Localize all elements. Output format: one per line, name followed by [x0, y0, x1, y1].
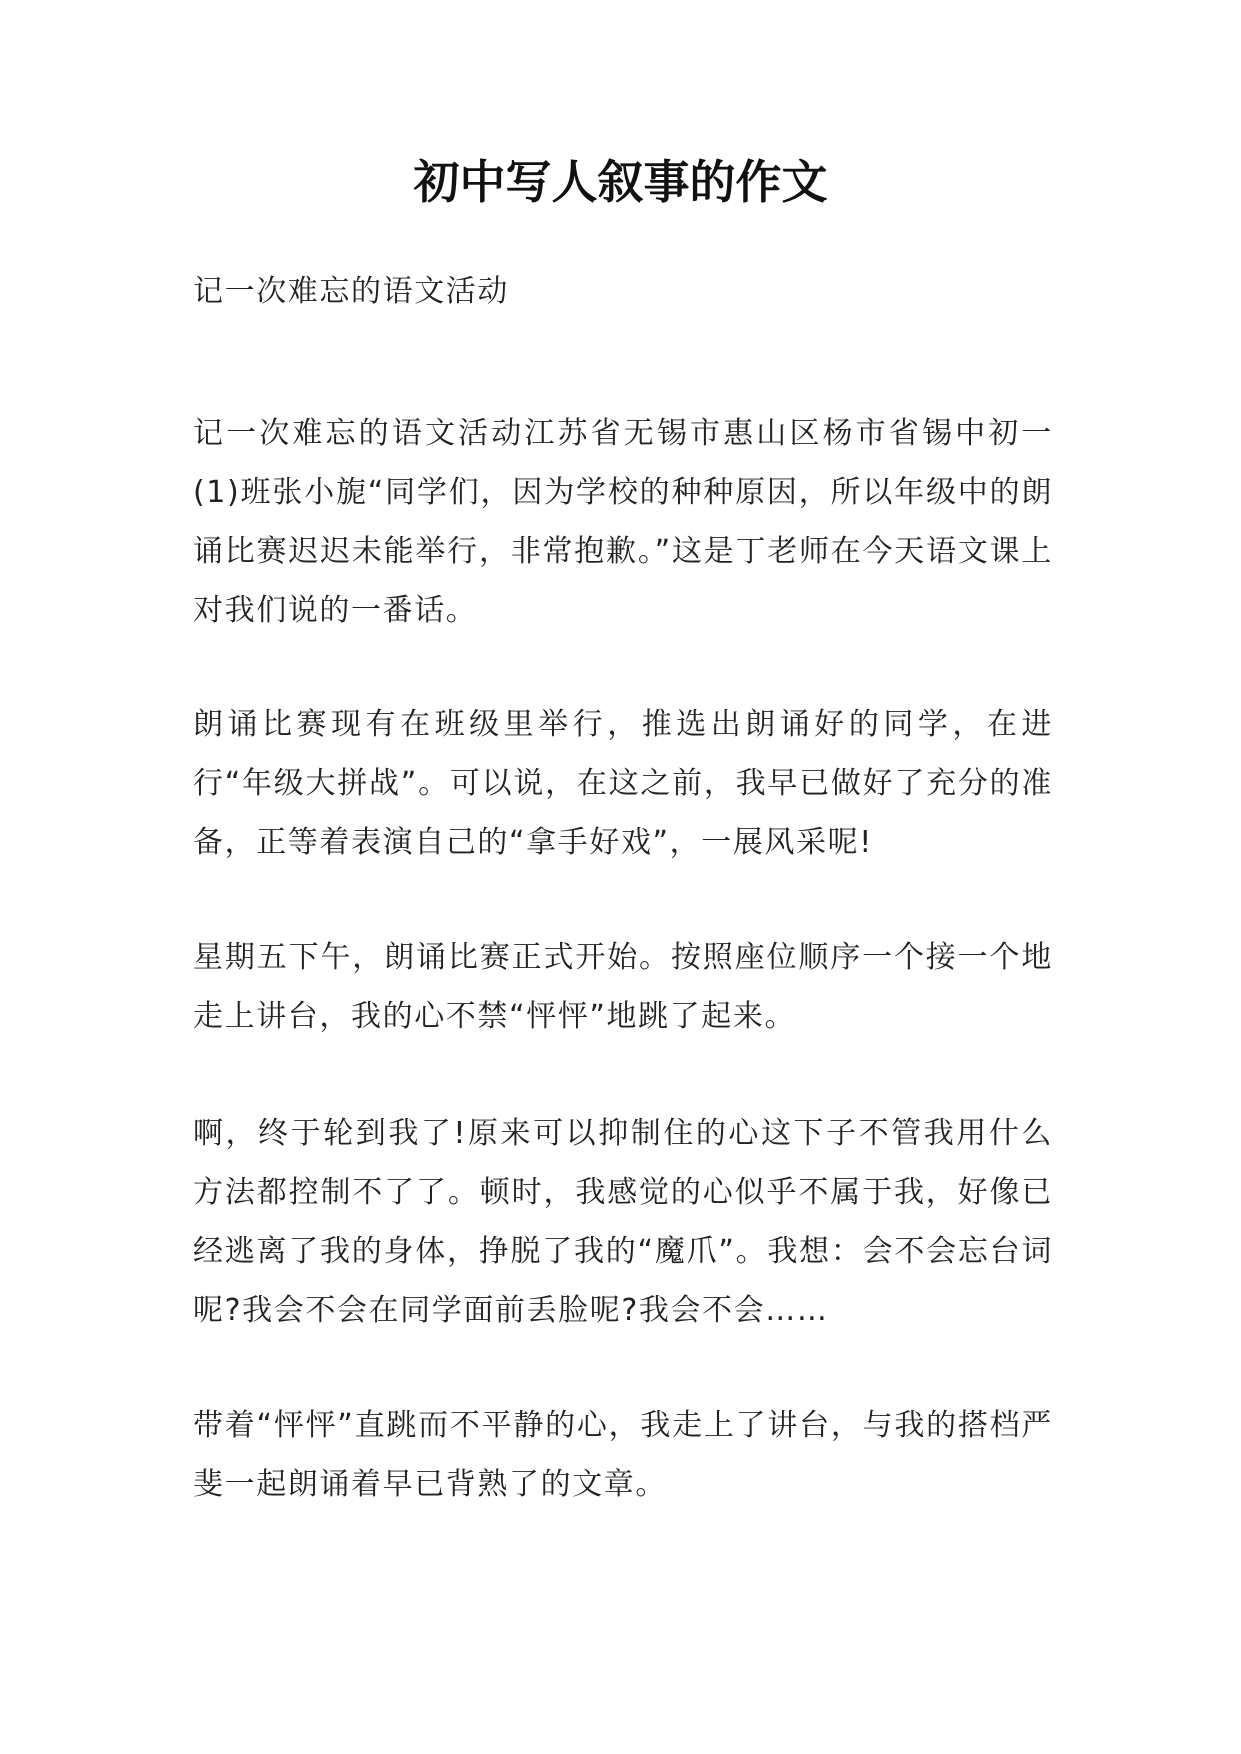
essay-subtitle: 记一次难忘的语文活动: [193, 274, 509, 309]
paragraph: 朗诵比赛现有在班级里举行，推选出朗诵好的同学，在进行“年级大拼战”。可以说，在这之前，我早已做好了充分的准备，正等着表演自己的“拿手好戏”，一展风采呢!: [193, 707, 1053, 860]
paragraph: 记一次难忘的语文活动江苏省无锡市惠山区杨市省锡中初一(1)班张小旎“同学们，因为学校的种种原因，所以年级中的朗诵比赛迟迟未能举行，非常抱歉。”这是丁老师在今天语文课上对我们说的一番话。: [193, 416, 1053, 628]
paragraph: 星期五下午，朗诵比赛正式开始。按照座位顺序一个接一个地走上讲台，我的心不禁“怦怦”地跳了起来。: [193, 940, 1053, 1034]
document-title: 初中写人叙事的作文: [413, 155, 828, 209]
paragraph: 带着“怦怦”直跳而不平静的心，我走上了讲台，与我的搭档严斐一起朗诵着早已背熟了的文章。: [193, 1408, 1053, 1502]
paragraph: 啊，终于轮到我了!原来可以抑制住的心这下子不管我用什么方法都控制不了了。顿时，我感觉的心似乎不属于我，好像已经逃离了我的身体，挣脱了我的“魔爪”。我想：会不会忘台词呢?我会不会在同学面前丢脸呢?我会不会……: [193, 1116, 1053, 1328]
